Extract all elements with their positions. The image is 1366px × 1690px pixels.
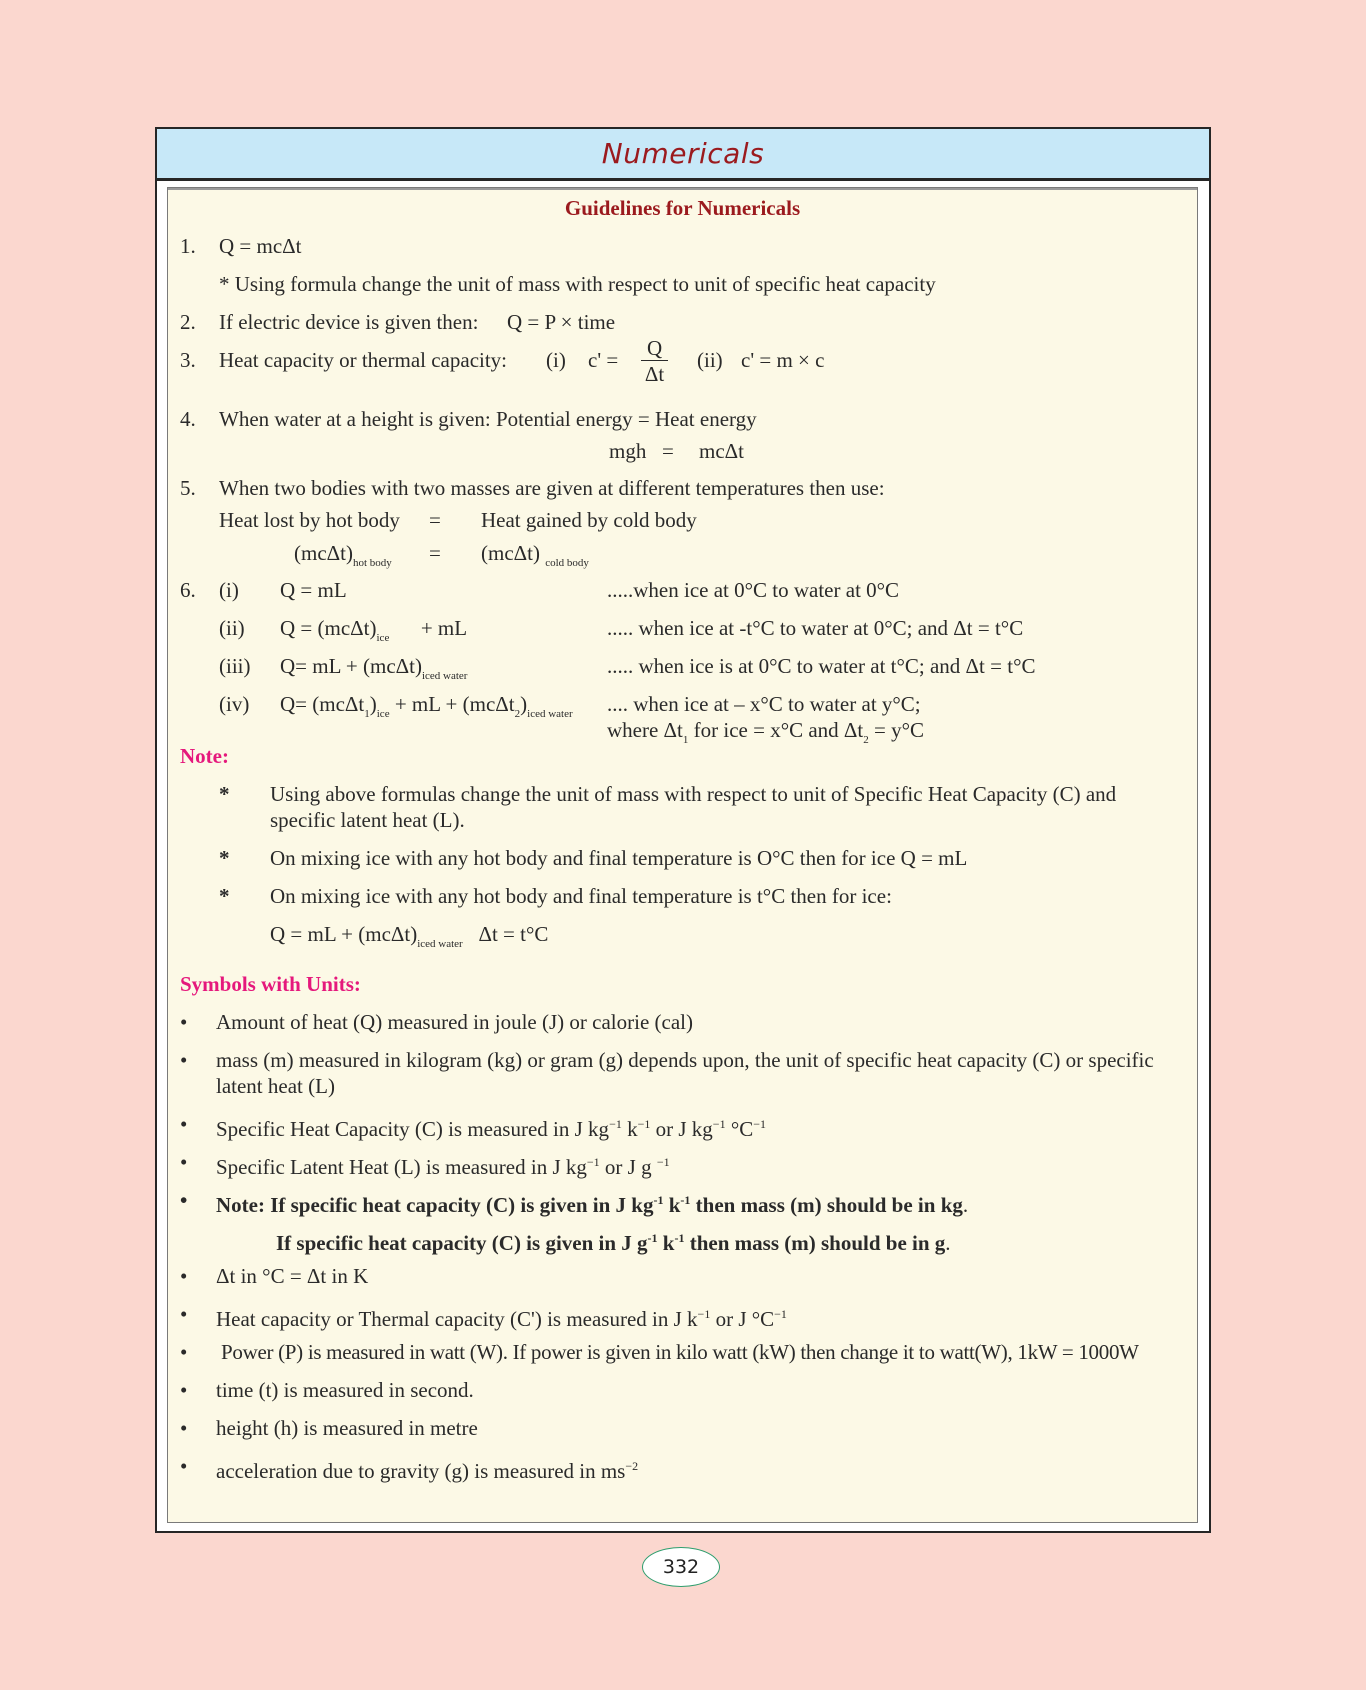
formula-cold-body: [481, 541, 589, 575]
symbol-item: [216, 1112, 766, 1141]
case-label: (iii): [219, 654, 251, 678]
item-text: When two bodies with two masses are given at different temperatures then use:: [219, 476, 885, 500]
fraction-denominator: Δt: [644, 362, 665, 386]
guidelines-title: Guidelines for Numericals: [564, 196, 801, 220]
subscript: 2: [514, 708, 521, 720]
bullet-dot: •: [180, 1112, 188, 1136]
symbol-item: [216, 1454, 638, 1483]
case-formula: [280, 654, 467, 688]
item-number: 2.: [180, 310, 196, 334]
superscript: −1: [609, 1117, 622, 1131]
item-text: acceleration due to gravity (g) is measured in ms: [216, 1459, 626, 1483]
symbol-item: mass (m) measured in kilogram (kg) or gram (g) depends upon, the unit of specific heat capacity (C) or specific: [216, 1048, 1154, 1072]
item-number: 1.: [180, 234, 196, 258]
formula-text: Δt = t°C: [478, 922, 549, 946]
condition-text: = y°C: [868, 718, 925, 742]
bullet-dot: •: [180, 1010, 188, 1034]
bullet-dot: •: [180, 1378, 188, 1402]
item-text: k: [657, 1231, 675, 1255]
case-condition: .....when ice at 0°C to water at 0°C: [607, 578, 900, 602]
fraction: [641, 336, 668, 387]
item-text: If specific heat capacity (C) is given in J g: [276, 1231, 648, 1255]
item-text: Specific Latent Heat (L) is measured in J kg: [216, 1155, 587, 1179]
formula-label: (i): [546, 348, 566, 372]
case-formula: Q = mL: [280, 578, 347, 602]
section-header: [157, 129, 1209, 181]
symbol-item: Δt in °C = Δt in K: [216, 1264, 369, 1288]
item-text: or J °C: [710, 1307, 775, 1331]
symbol-note: [216, 1188, 968, 1217]
formula-text: Q = mL + (mcΔt): [270, 922, 418, 946]
formula-text: Q = (mcΔt): [280, 616, 377, 640]
item-text: k: [621, 1117, 638, 1141]
subscript: iced water: [527, 708, 573, 720]
item-text: then mass (m) should be in kg: [690, 1193, 963, 1217]
item-text: Heat capacity or thermal capacity:: [219, 348, 508, 372]
item-text: When water at a height is given: Potential energy = Heat energy: [219, 407, 757, 431]
subscript: 1: [364, 708, 370, 720]
symbol-item: [216, 1302, 787, 1331]
bullet-dot: •: [180, 1048, 188, 1072]
note-text: Using above formulas change the unit of mass with respect to unit of Specific Heat Capacity (C) and: [270, 782, 1117, 806]
formula-text: + mL + (mcΔt: [389, 692, 515, 716]
case-label: (i): [219, 578, 239, 602]
superscript: -1: [647, 1231, 658, 1245]
asterisk-bullet: *: [219, 846, 230, 870]
bullet-dot: •: [180, 1264, 188, 1288]
superscript: −2: [625, 1459, 639, 1473]
formula-lhs: c' =: [588, 348, 619, 372]
superscript: −1: [697, 1307, 711, 1321]
formula-heat-capacity: c' = m × c: [741, 348, 825, 372]
item-number: 6.: [180, 578, 196, 602]
subscript: iced water: [421, 670, 468, 682]
item-text: .: [945, 1231, 951, 1255]
section-title: Numericals: [601, 137, 765, 170]
formula-text: (mcΔt): [481, 541, 540, 565]
item-text: Specific Heat Capacity (C) is measured in J kg: [216, 1117, 610, 1141]
bullet-dot: •: [180, 1188, 188, 1212]
condition-text: where Δt: [607, 718, 683, 742]
note-heading: Note:: [180, 744, 229, 768]
item-text: or J g: [599, 1155, 657, 1179]
note-text: specific latent heat (L).: [270, 808, 465, 832]
symbol-item: Amount of heat (Q) measured in joule (J) or calorie (cal): [216, 1010, 693, 1034]
item-number: 3.: [180, 348, 196, 372]
subscript: ice: [376, 632, 390, 644]
subscript: iced water: [417, 938, 463, 950]
symbol-item: height (h) is measured in metre: [216, 1416, 478, 1440]
note-formula: [270, 922, 548, 956]
superscript: -1: [653, 1193, 664, 1207]
case-label: (iv): [219, 692, 250, 716]
subscript: 1: [682, 734, 689, 746]
bullet-dot: •: [180, 1416, 188, 1440]
formula-eq: =: [662, 439, 674, 463]
formula-power: Q = P × time: [507, 310, 616, 334]
formula-lhs: mgh: [609, 439, 647, 463]
item-text: .: [962, 1193, 969, 1217]
asterisk-bullet: *: [219, 782, 230, 806]
superscript: −1: [586, 1155, 600, 1169]
formula-text: ): [520, 692, 528, 716]
symbol-item: [216, 1150, 670, 1179]
superscript: -1: [674, 1231, 685, 1245]
symbol-item: time (t) is measured in second.: [216, 1378, 474, 1402]
item-text: k: [663, 1193, 681, 1217]
bullet-dot: •: [180, 1302, 188, 1326]
item-number: 5.: [180, 476, 196, 500]
formula-hot-body: [294, 541, 392, 575]
guidelines-panel: [167, 187, 1198, 1523]
formula-heat: Q = mcΔt: [219, 234, 302, 258]
case-formula: [280, 692, 573, 726]
asterisk-bullet: *: [219, 884, 230, 908]
subscript: cold body: [545, 557, 589, 569]
bullet-dot: •: [180, 1454, 188, 1478]
subscript: 2: [863, 734, 869, 746]
case-condition: ..... when ice at -t°C to water at 0°C; and Δt = t°C: [607, 616, 1024, 640]
formula-text: (mcΔt): [294, 541, 353, 565]
formula-eq: =: [429, 508, 441, 532]
subscript: hot body: [352, 557, 392, 569]
formula-label: (ii): [697, 348, 723, 372]
bullet-dot: •: [180, 1340, 188, 1364]
superscript: −1: [774, 1307, 787, 1321]
item-text: °C: [725, 1117, 754, 1141]
fraction-numerator: Q: [641, 336, 668, 361]
symbols-heading: Symbols with Units:: [180, 972, 361, 996]
formula-text: Q= (mcΔt: [280, 692, 365, 716]
note-text: On mixing ice with any hot body and final temperature is t°C then for ice:: [270, 884, 892, 908]
superscript: −1: [753, 1117, 767, 1131]
superscript: −1: [637, 1117, 651, 1131]
item-text: or J kg: [650, 1117, 713, 1141]
numericals-box: [155, 127, 1211, 1533]
item-number: 4.: [180, 407, 196, 431]
symbol-item: latent heat (L): [216, 1074, 335, 1098]
case-condition-detail: [607, 718, 924, 752]
condition-text: for ice = x°C and Δt: [688, 718, 864, 742]
symbol-item: Power (P) is measured in watt (W). If power is given in kilo watt (kW) then change it to watt(W), 1kW = 1000W: [221, 1340, 1139, 1364]
superscript: −1: [712, 1117, 726, 1131]
superscript: -1: [680, 1193, 691, 1207]
item-text: then mass (m) should be in g: [684, 1231, 946, 1255]
item-text: If electric device is given then:: [219, 310, 479, 334]
note-text: On mixing ice with any hot body and final temperature is O°C then for ice Q = mL: [270, 846, 968, 870]
subscript: ice: [376, 708, 390, 720]
case-condition: .... when ice at – x°C to water at y°C;: [607, 692, 921, 716]
item-text: Heat capacity or Thermal capacity (C') is measured in J k: [216, 1307, 698, 1331]
formula-rhs: mcΔt: [699, 439, 744, 463]
formula-text: Q= mL + (mcΔt): [280, 654, 422, 678]
case-formula: [280, 616, 467, 650]
bullet-dot: •: [180, 1150, 188, 1174]
formula-eq: =: [429, 541, 441, 565]
item-note: * Using formula change the unit of mass with respect to unit of specific heat capacity: [219, 272, 936, 296]
formula-text: + mL: [420, 616, 468, 640]
heat-lost-label: Heat lost by hot body: [219, 508, 400, 532]
superscript: −1: [656, 1155, 670, 1169]
symbol-note: [276, 1226, 951, 1255]
case-label: (ii): [219, 616, 245, 640]
case-condition: ..... when ice is at 0°C to water at t°C; and Δt = t°C: [607, 654, 1036, 678]
heat-gained-label: Heat gained by cold body: [481, 508, 697, 532]
page-number: 332: [642, 1547, 720, 1587]
item-text: Note: If specific heat capacity (C) is given in J kg: [216, 1193, 654, 1217]
formula-text: ): [369, 692, 377, 716]
